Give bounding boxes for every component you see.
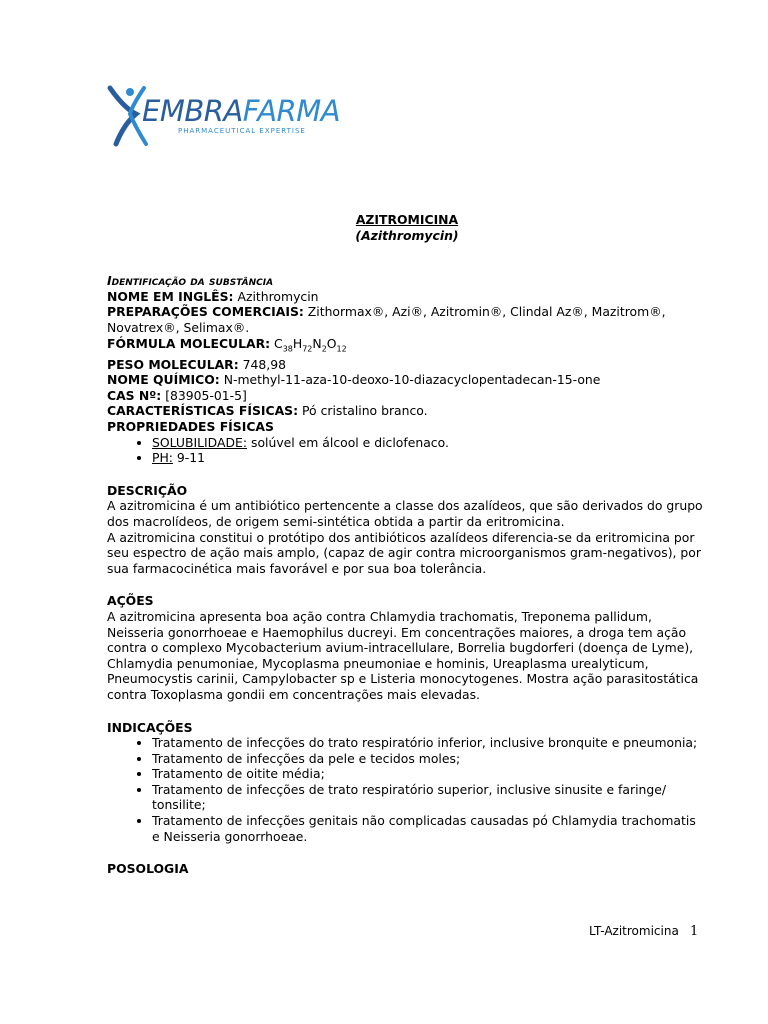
logo-wordmark [142,94,340,128]
field-label: PREPARAÇÕES COMERCIAIS: [107,304,304,320]
logo-word-embra: EMBRA [142,94,243,128]
field-label: NOME QUÍMICO: [107,372,220,388]
field-value: Pó cristalino branco. [302,403,428,419]
prop-value: solúvel em álcool e diclofenaco. [250,434,449,450]
field-label: CARACTERÍSTICAS FÍSICAS: [107,403,299,419]
actions-paragraph: A azitromicina apresenta boa ação contra Chlamydia trachomatis, Treponema pallidum, Neisseria gonorrhoeae e Haemophilus ducreyi. Em concentrações maiores, a droga tem ação contra o complexo Mycobacterium avium-intracellulare, Borrelia bugdorferi (doença de Lyme), Chlamydia penumoniae, Mycoplasma pneumoniae e hominis, Ureaplasma urealyticum, Pneumocystis carinii, Campylobacter sp e Listeria monocytogenes. Mostra ação parasitostática contra Toxoplasma gondii em concentrações mais elevadas. [107,608,699,702]
list-item: • Tratamento de infecções da pele e tecidos moles; [152,751,707,767]
field-english-name [107,289,707,305]
page-footer-label: LT-Azitromicina [589,924,679,938]
list-item: • Tratamento de infecções genitais não complicadas causadas pó Chlamydia trachomatis e Neisseria gonorrhoeae. [152,813,707,844]
page-number: 1 [690,924,699,939]
list-item [152,450,707,466]
physical-properties-list [107,435,707,466]
field-value: Zithormax®, Azi®, Azitromin®, Clindal Az®, Mazitrom®, Novatrex®, Selimax®. [107,304,666,335]
formula-value: $C_{38}H_{72}N_2O_{12}$ [274,335,347,354]
field-commercial-preparations [107,304,707,335]
prop-value: 9-11 [176,450,206,466]
posology-heading: POSOLOGIA [107,861,189,877]
list-item: • Tratamento de infecções do trato respiratório inferior, inclusive bronquite e pneumonia; [152,735,707,751]
field-molecular-weight [107,357,707,373]
field-value: 748,98 [242,356,286,372]
logo-tagline: PHARMACEUTICAL EXPERTISE [178,127,306,135]
document-title: AZITROMICINA [355,212,459,227]
physical-properties-heading: PROPRIEDADES FÍSICAS [107,419,274,434]
prop-label: SOLUBILIDADE: [152,434,248,450]
prop-label: PH: [152,450,173,466]
field-molecular-formula [107,336,707,357]
indications-heading: INDICAÇÕES [107,719,193,735]
field-cas-number [107,388,707,404]
list-item [152,435,707,451]
field-value: [83905-01-5] [165,387,247,403]
identification-heading: Identificação da substância [107,273,274,289]
list-item: • Tratamento de oitite média; [152,766,707,782]
logo-word-farma: FARMA [242,94,341,128]
indications-list [107,735,707,844]
field-label: FÓRMULA MOLECULAR: [107,335,271,351]
field-physical-characteristics [107,403,707,419]
field-value: Azithromycin [237,288,319,304]
field-value: N-methyl-11-aza-10-deoxo-10-diazacyclopentadecan-15-one [223,372,601,388]
document-body [107,212,707,877]
embrafarma-logo [106,84,341,148]
actions-heading: AÇÕES [107,593,154,609]
document-subtitle: (Azithromycin) [355,227,459,243]
description-paragraph-2: A azitromicina constitui o protótipo dos antibióticos azalídeos diferencia-se da eritromicina por seu espectro de ação mais amplo, (capaz de agir contra microorganismos gram-negativos), por sua farmacocinética mais favorável e por sua boa tolerância. [107,529,701,576]
field-label: PESO MOLECULAR: [107,356,239,372]
field-label: NOME EM INGLÊS: [107,288,234,304]
description-heading: DESCRIÇÃO [107,482,188,498]
field-chemical-name [107,372,707,388]
description-paragraph-1: A azitromicina é um antibiótico pertencente a classe dos azalídeos, que são derivados do grupo dos macrolídeos, de origem semi-sintética obtida a partir da eritromicina. [107,498,703,529]
list-item: • Tratamento de infecções de trato respiratório superior, inclusive sinusite e faringe/ tonsilite; [152,782,707,813]
field-label: CAS Nº: [107,387,162,403]
